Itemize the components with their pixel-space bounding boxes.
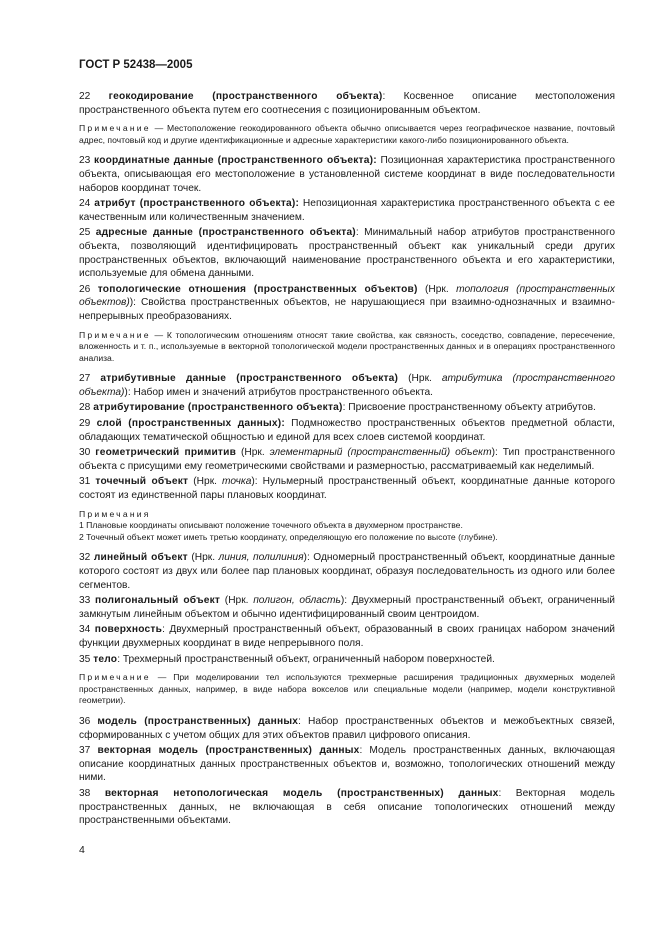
term-synonym-prefix: (Нрк. [187,552,219,564]
note-label: Примечание [79,123,151,134]
term-synonym-prefix: (Нрк. [188,476,223,488]
term-entry-27 [79,372,615,399]
term-definition: : Набор пространственных объектов и межобъектных связей, сформированных с учетом общих для этих объектов правил цифрового описания. [79,715,615,741]
term-definition: : Трехмерный пространственный объект, ограниченный набором поверхностей. [117,653,495,665]
term-synonym-suffix: ): [340,595,348,607]
term-synonym-suffix: ): [303,552,310,564]
term-number: 25 [79,227,91,239]
term-synonym: элементарный (пространственный) объект [269,447,492,459]
note-26 [79,330,615,365]
term-entry-38 [79,787,615,828]
term-definition: : Двухмерный пространственный объект, образованный в своих границах набором значений функции двухмерных координат в виде непрерывного поля. [79,624,615,649]
document-body [79,90,615,830]
term-definition: Двухмерный пространственный объект, ограниченный замкнутым линейным объектом и обычно идентифицированный своим центроидом. [79,595,615,620]
term-number: 35 [79,653,91,665]
term-name: топологические отношения (пространственных объектов) [97,283,418,295]
term-entry-29 [79,417,615,444]
term-entry-28 [79,401,615,415]
term-synonym-prefix: (Нрк. [236,447,270,459]
term-definition: : Модель пространственных данных, включающая описание координатных данных пространственных объектов и, возможно, топологических отношений между ними. [79,745,615,784]
term-synonym-prefix: (Нрк. [398,373,442,385]
term-synonym: топология (пространственных объектов) [79,283,615,309]
term-number: 36 [79,715,91,727]
term-name: атрибутирование (пространственного объекта) [93,402,343,414]
term-entry-31 [79,475,615,502]
term-definition: Подмножество пространственных объектов предметной области, обладающих тематической общностью и единой для всех слоев системой координат. [79,418,615,443]
term-number: 34 [79,624,91,636]
note-35 [79,672,615,707]
page-number: 4 [79,844,85,856]
term-name: геометрический примитив [95,447,237,459]
term-entry-35 [79,653,615,667]
term-entry-22 [79,90,615,117]
term-definition: Позиционная характеристика пространственного объекта, описывающая его местоположение в установленной системе координат в виде последовательности наборов координат точек. [79,155,615,194]
term-definition: Тип пространственного объекта с присущими ему геометрическими свойствами и размерностью, рассматриваемый как неделимый. [79,447,616,472]
term-synonym-suffix: ) [124,386,128,398]
term-definition: : Свойства пространственных объектов, не нарушающиеся при взаимно-однозначных и взаимно-непрерывных преобразованиях. [79,297,615,322]
term-number: 28 [79,402,91,414]
term-number: 23 [79,155,91,167]
term-number: 33 [79,595,91,607]
notes-31 [79,509,615,544]
term-synonym: атрибутика (пространственного объекта) [79,373,615,398]
term-name: тело [93,653,118,665]
term-definition: Непозиционная характеристика пространственного объекта с ее качественным или количественным значением. [79,198,615,223]
term-entry-30 [79,446,615,473]
note-label: Примечание [79,672,151,683]
term-synonym: полигон, область [253,595,341,607]
note-22 [79,123,615,146]
term-name: векторная модель (пространственных) данных [97,745,360,757]
term-entry-23 [79,154,615,195]
note-text: — Местоположение геокодированного объекта обычно описывается через географическое название, почтовый адрес, почтовый код и другие идентификационные и адресные характеристики какого-либо позиционированного объекта. [79,123,615,145]
term-name: адресные данные (пространственного объекта) [95,227,356,239]
term-definition: : Минимальный набор атрибутов пространственного объекта, позволяющий идентифицировать пространственный объект как уникальный среди других пространственных объектов, включающий наименование пространственного объекта и его характеристики, используемые для обмена данными. [79,227,615,280]
term-number: 27 [79,373,91,385]
term-synonym-prefix: (Нрк. [417,283,457,295]
term-number: 29 [79,418,91,430]
standard-code-header: ГОСТ Р 52438—2005 [79,59,193,71]
term-number: 24 [79,198,91,210]
note-text: — К топологическим отношениям относят такие свойства, как связность, соседство, совпадение, пересечение, вложенность и т. п., используемые в векторной топологической модели пространственных данных и в операциях пространственного анализа. [79,329,615,363]
term-number: 26 [79,283,91,295]
term-name: модель (пространственных) данных [97,715,299,727]
term-number: 31 [79,476,91,488]
term-name: поверхность [94,624,163,636]
term-entry-26 [79,283,615,324]
term-synonym-suffix: ) [129,297,134,309]
term-name: слой (пространственных данных): [96,418,285,430]
term-entry-37 [79,744,615,785]
term-definition: : Присвоение пространственному объекту атрибутов. [342,402,596,414]
term-name: полигональный объект [95,595,221,607]
term-synonym-prefix: (Нрк. [220,595,254,607]
notes-heading: Примечания [79,508,151,519]
term-definition: Одномерный пространственный объект, координатные данные которого состоят из двух или более пар плановых координат, образуя последовательность из одного или более сегментов. [79,552,615,591]
term-name: атрибутивные данные (пространственного объекта) [100,373,399,385]
term-number: 22 [79,91,91,102]
term-definition: : Векторная модель пространственных данных, не включающая в себя описание топологических отношений между пространственными объектами. [79,787,615,827]
term-definition: : Набор имен и значений атрибутов пространственного объекта. [127,386,434,398]
term-number: 38 [79,787,91,799]
term-entry-34 [79,623,615,650]
note-item: 2 Точечный объект может иметь третью координату, определяющую его положение по высоте (глубине). [79,531,498,542]
term-name: атрибут (пространственного объекта): [94,198,300,210]
term-synonym-suffix: ): [491,447,498,459]
term-number: 37 [79,745,91,757]
term-entry-33 [79,594,615,621]
term-entry-36 [79,715,615,742]
term-name: линейный объект [93,552,188,564]
term-number: 32 [79,552,91,564]
term-name: координатные данные (пространственного объекта): [94,155,377,167]
note-item: 1 Плановые координаты описывают положение точечного объекта в двухмерном пространстве. [79,520,463,531]
term-entry-25 [79,226,615,280]
term-definition: Нульмерный пространственный объект, координатные данные которого состоят из единственной пары плановых координат. [79,476,615,502]
term-synonym: линия, полилиния [218,552,304,564]
term-number: 30 [79,447,91,459]
term-definition: : Косвенное описание местоположения пространственного объекта путем его соотнесения с позиционированным объектом. [79,91,615,116]
term-name: векторная нетопологическая модель (пространственных) данных [104,787,499,799]
term-name: точечный объект [95,476,189,488]
note-label: Примечание [79,329,151,340]
term-synonym-suffix: ): [251,476,258,488]
term-entry-32 [79,551,615,592]
term-name: геокодирование (пространственного объекта) [108,91,383,102]
term-entry-24 [79,197,615,224]
note-text: — При моделировании тел используются трехмерные расширения традиционных двухмерных моделей пространственных данных, например, в виде набора вокселов или специальные модели (например, модели конструктивной геометрии). [79,672,615,706]
term-synonym: точка [222,476,252,488]
